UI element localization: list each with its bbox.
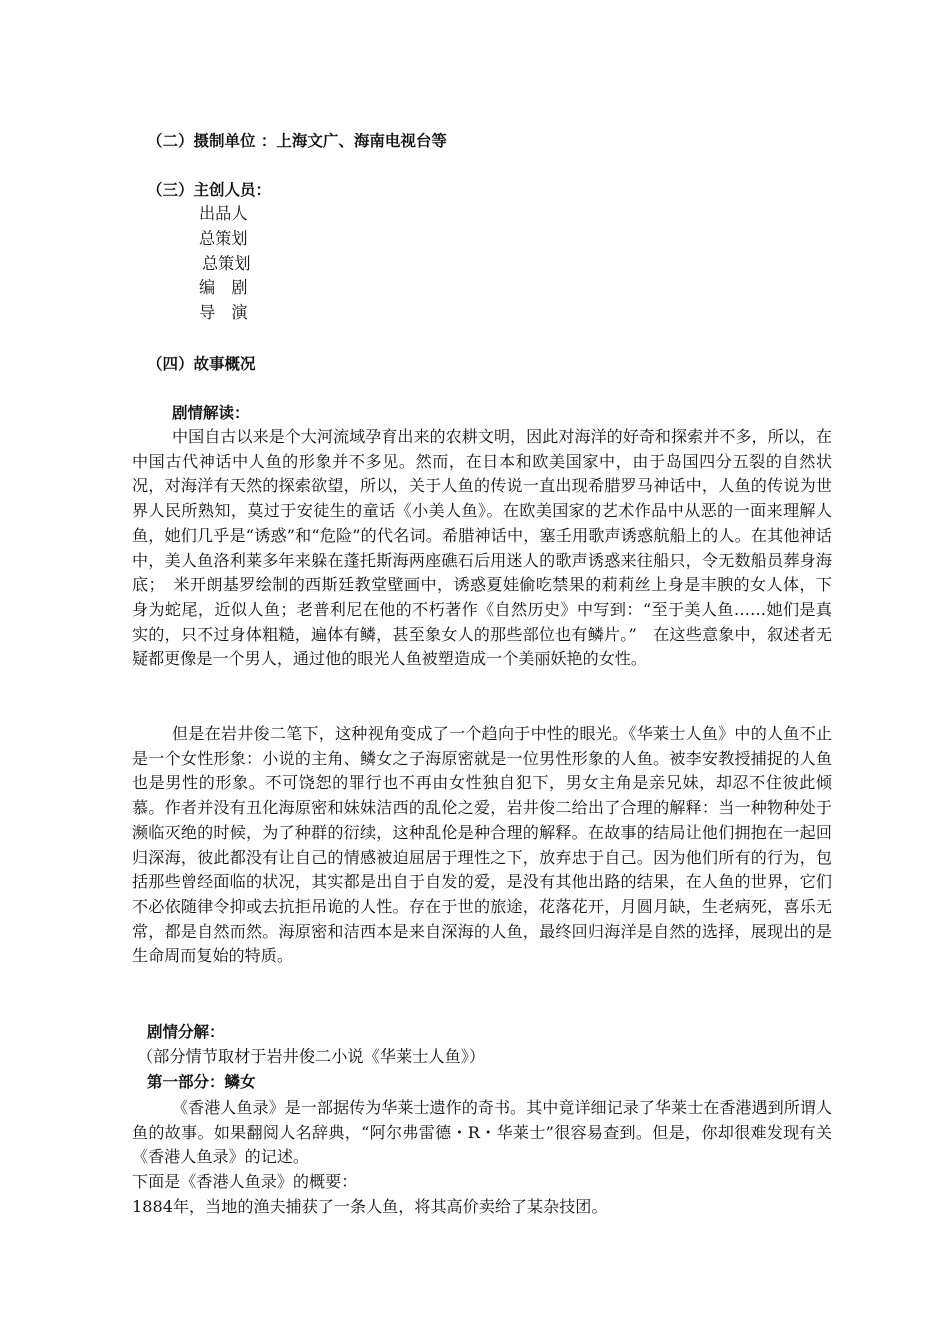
summary-intro: 下面是《香港人鱼录》的概要： xyxy=(132,1172,358,1191)
story-heading: （四）故事概况 xyxy=(147,355,256,373)
interpretation-paragraph-1: 中国自古以来是个大河流域孕育出来的农耕文明，因此对海洋的好奇和探索并不多，所以，在中国古代神话中人鱼的形象并不多见。然而，在日本和欧美国家中，由于岛国四分五裂的自然状况，对海洋有天然的探索欲望，所以，关于人鱼的传说一直出现希腊罗马神话中，人鱼的传说为世界人民所熟知，莫过于安徒生的童话《小美人鱼》。在欧美国家的艺术作品中从恶的一面来理解人鱼，她们几乎是“诱惑”和“危险”的代名词。希腊神话中，塞壬用歌声诱惑航船上的人。在其他神话中，美人鱼洛利莱多年来躲在蓬托斯海两座礁石后用迷人的歌声诱惑来往船只，令无数船员葬身海底； 米开朗基罗绘制的西斯廷教堂壁画中，诱惑夏娃偷吃禁果的莉莉丝上身是丰腴的女人体，下身为蛇尾，近似人鱼；老普利尼在他的不朽著作《自然历史》中写到：“至于美人鱼……她们是真实的，只不过身体粗糙，遍体有鳞，甚至象女人的那些部位也有鳞片。” 在这些意象中，叙述者无疑都更像是一个男人，通过他的眼光人鱼被塑造成一个美丽妖艳的女性。 xyxy=(132,427,832,669)
part1-heading: 第一部分：鳞女 xyxy=(147,1073,256,1091)
creators-heading: （三）主创人员： xyxy=(147,181,272,199)
part1-paragraph: 《香港人鱼录》是一部据传为华莱士遗作的奇书。其中竟详细记录了华莱士在香港遇到所谓人鱼的故事。如果翻阅人名辞典，“阿尔弗雷德・R・华莱士”很容易查到。但是，你却很难发现有关《香港人鱼录》的记述。 xyxy=(132,1098,832,1167)
creator-planner-1: 总策划 xyxy=(199,229,248,248)
creator-producer: 出品人 xyxy=(199,204,248,223)
production-unit-heading: （二）摄制单位 ：上海文广、海南电视台等 xyxy=(147,132,447,150)
creator-screenwriter: 编 剧 xyxy=(199,278,248,297)
interpretation-heading: 剧情解读： xyxy=(172,404,250,422)
breakdown-heading: 剧情分解： xyxy=(147,1023,225,1041)
breakdown-note: （部分情节取材于岩井俊二小说《华莱士人鱼》） xyxy=(137,1047,486,1066)
summary-line: 1884年，当地的渔夫捕获了一条人鱼，将其高价卖给了某杂技团。 xyxy=(132,1197,608,1216)
interpretation-paragraph-2: 但是在岩井俊二笔下，这种视角变成了一个趋向于中性的眼光。《华莱士人鱼》中的人鱼不止是一个女性形象：小说的主角、鳞女之子海原密就是一位男性形象的人鱼。被李安教授捕捉的人鱼也是男性的形象。不可饶恕的罪行也不再由女性独自犯下，男女主角是亲兄妹，却忍不住彼此倾慕。作者并没有丑化海原密和妹妹洁西的乱伦之爱，岩井俊二给出了合理的解释：当一种物种处于濒临灭绝的时候，为了种群的衍续，这种乱伦是种合理的解释。在故事的结局让他们拥抱在一起回归深海，彼此都没有让自己的情感被迫屈居于理性之下，放弃忠于自己。因为他们所有的行为，包括那些曾经面临的状况，其实都是出自于自发的爱，是没有其他出路的结果，在人鱼的世界，它们不必依随律令抑或去抗拒吊诡的人性。存在于世的旅途，花落花开，月圆月缺，生老病死，喜乐无常，都是自然而然。海原密和洁西本是来自深海的人鱼，最终回归海洋是自然的选择，展现出的是生命周而复始的特质。 xyxy=(132,724,832,966)
creator-director: 导 演 xyxy=(199,303,248,322)
creator-planner-2: 总策划 xyxy=(202,254,251,273)
